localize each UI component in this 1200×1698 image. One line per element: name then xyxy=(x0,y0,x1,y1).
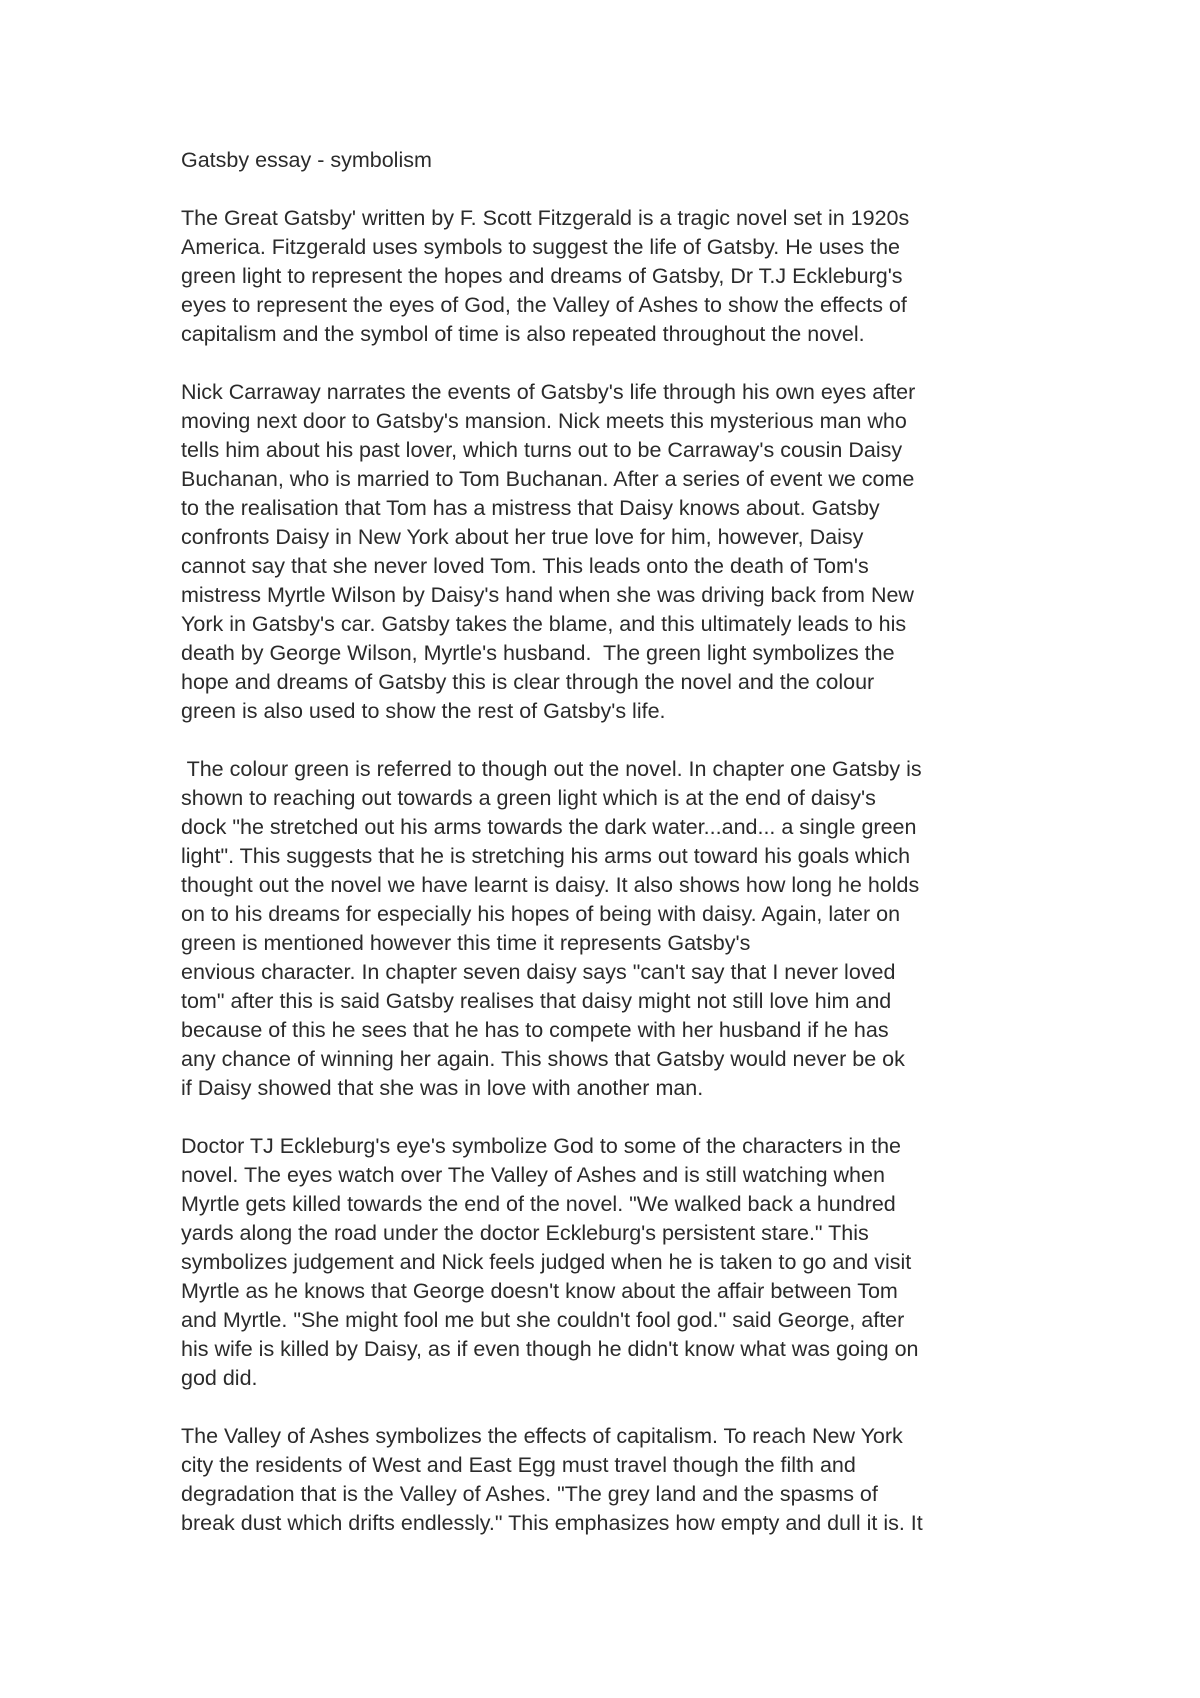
text-line: The colour green is referred to though out the novel. In chapter one Gatsby is xyxy=(181,757,922,781)
text-line: envious character. In chapter seven daisy says "can't say that I never loved xyxy=(181,960,896,984)
text-line: Doctor TJ Eckleburg's eye's symbolize God to some of the characters in the xyxy=(181,1134,902,1158)
text-line: to the realisation that Tom has a mistress that Daisy knows about. Gatsby xyxy=(181,496,880,520)
text-line: Myrtle gets killed towards the end of the novel. "We walked back a hundred xyxy=(181,1192,896,1216)
text-line: thought out the novel we have learnt is daisy. It also shows how long he holds xyxy=(181,873,920,897)
text-line: Nick Carraway narrates the events of Gatsby's life through his own eyes after xyxy=(181,380,916,404)
paragraph-green-light xyxy=(181,755,1061,1103)
text-line: tom" after this is said Gatsby realises that daisy might not still love him and xyxy=(181,989,892,1013)
text-line: The Valley of Ashes symbolizes the effects of capitalism. To reach New York xyxy=(181,1424,903,1448)
text-line: break dust which drifts endlessly." This emphasizes how empty and dull it is. It xyxy=(181,1511,923,1535)
text-line: York in Gatsby's car. Gatsby takes the blame, and this ultimately leads to his xyxy=(181,612,907,636)
paragraph-plot-summary xyxy=(181,378,1061,726)
text-line: green is also used to show the rest of Gatsby's life. xyxy=(181,699,666,723)
text-line: capitalism and the symbol of time is also repeated throughout the novel. xyxy=(181,322,865,346)
text-line: his wife is killed by Daisy, as if even though he didn't know what was going on xyxy=(181,1337,919,1361)
text-line: and Myrtle. "She might fool me but she couldn't fool god." said George, after xyxy=(181,1308,905,1332)
paragraph-eckleburg xyxy=(181,1132,1061,1393)
text-line: eyes to represent the eyes of God, the Valley of Ashes to show the effects of xyxy=(181,293,907,317)
text-line: The Great Gatsby' written by F. Scott Fitzgerald is a tragic novel set in 1920s xyxy=(181,206,910,230)
text-line: any chance of winning her again. This shows that Gatsby would never be ok xyxy=(181,1047,905,1071)
text-line: death by George Wilson, Myrtle's husband. The green light symbolizes the xyxy=(181,641,895,665)
text-line: tells him about his past lover, which turns out to be Carraway's cousin Daisy xyxy=(181,438,903,462)
text-line: symbolizes judgement and Nick feels judged when he is taken to go and visit xyxy=(181,1250,912,1274)
paragraph-valley-of-ashes xyxy=(181,1422,1061,1538)
text-line: mistress Myrtle Wilson by Daisy's hand when she was driving back from New xyxy=(181,583,914,607)
text-line: green is mentioned however this time it represents Gatsby's xyxy=(181,931,751,955)
essay-title: Gatsby essay - symbolism xyxy=(181,148,432,172)
essay-body xyxy=(181,146,1061,1567)
text-line: Myrtle as he knows that George doesn't know about the affair between Tom xyxy=(181,1279,898,1303)
paragraph-intro xyxy=(181,204,1061,349)
text-line: novel. The eyes watch over The Valley of Ashes and is still watching when xyxy=(181,1163,885,1187)
text-line: hope and dreams of Gatsby this is clear through the novel and the colour xyxy=(181,670,875,694)
text-line: city the residents of West and East Egg must travel though the filth and xyxy=(181,1453,856,1477)
text-line: confronts Daisy in New York about her true love for him, however, Daisy xyxy=(181,525,864,549)
text-line: if Daisy showed that she was in love with another man. xyxy=(181,1076,704,1100)
text-line: green light to represent the hopes and dreams of Gatsby, Dr T.J Eckleburg's xyxy=(181,264,903,288)
text-line: on to his dreams for especially his hopes of being with daisy. Again, later on xyxy=(181,902,901,926)
text-line: because of this he sees that he has to compete with her husband if he has xyxy=(181,1018,889,1042)
text-line: god did. xyxy=(181,1366,258,1390)
text-line: dock "he stretched out his arms towards the dark water...and... a single green xyxy=(181,815,917,839)
text-line: Buchanan, who is married to Tom Buchanan. After a series of event we come xyxy=(181,467,915,491)
text-line: moving next door to Gatsby's mansion. Nick meets this mysterious man who xyxy=(181,409,907,433)
text-line: shown to reaching out towards a green light which is at the end of daisy's xyxy=(181,786,876,810)
text-line: degradation that is the Valley of Ashes. "The grey land and the spasms of xyxy=(181,1482,878,1506)
text-line: light". This suggests that he is stretching his arms out toward his goals which xyxy=(181,844,911,868)
text-line: cannot say that she never loved Tom. This leads onto the death of Tom's xyxy=(181,554,869,578)
text-line: yards along the road under the doctor Eckleburg's persistent stare." This xyxy=(181,1221,869,1245)
text-line: America. Fitzgerald uses symbols to suggest the life of Gatsby. He uses the xyxy=(181,235,900,259)
